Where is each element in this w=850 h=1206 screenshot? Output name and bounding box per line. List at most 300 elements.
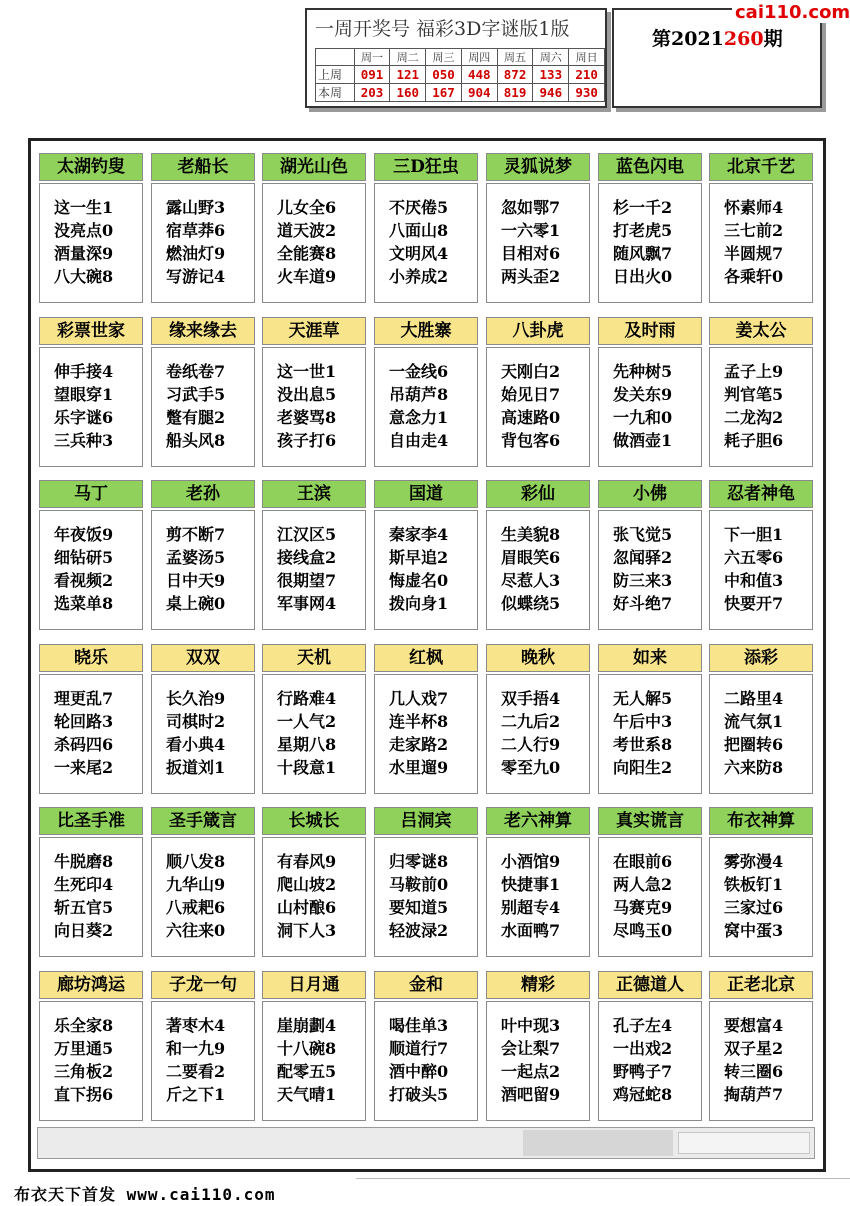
- riddle-line: 忽如鄂7: [501, 198, 561, 217]
- riddle-line: 打破头5: [389, 1085, 449, 1104]
- riddle-line: 雾弥漫4: [724, 852, 784, 871]
- riddle-line: 生死印4: [54, 875, 114, 894]
- riddle-lines: [598, 1001, 702, 1121]
- riddle-author-name: 老船长: [151, 153, 255, 181]
- riddle-lines: [374, 183, 478, 303]
- riddle-line: 高速路0: [501, 408, 561, 427]
- riddle-line: 著枣木4: [166, 1016, 226, 1035]
- riddle-lines: [39, 510, 143, 630]
- riddle-lines: [151, 347, 255, 467]
- riddle-card: [151, 971, 255, 1123]
- riddle-card: [709, 317, 813, 469]
- riddle-line: 两头歪2: [501, 267, 561, 286]
- riddle-line: 发关东9: [613, 385, 673, 404]
- riddle-line: 行路难4: [277, 689, 337, 708]
- riddle-line: 儿女全6: [277, 198, 337, 217]
- riddle-author-name: 双双: [151, 644, 255, 672]
- riddle-lines: [486, 183, 590, 303]
- riddle-line: 洞下人3: [277, 921, 337, 940]
- riddle-line: 要知道5: [389, 898, 449, 917]
- riddle-line: 孟子上9: [724, 362, 784, 381]
- riddle-line: 张飞觉5: [613, 525, 673, 544]
- period-panel: [612, 8, 822, 108]
- riddle-card: [486, 807, 590, 959]
- riddle-card: [374, 317, 478, 469]
- riddle-line: 卷纸卷7: [166, 362, 226, 381]
- draw-number: 121: [390, 66, 426, 84]
- draw-number: 930: [569, 84, 605, 102]
- riddle-line: 要想富4: [724, 1016, 784, 1035]
- riddle-line: 文明风4: [389, 244, 449, 263]
- riddle-board: [28, 138, 826, 1172]
- riddle-line: 一六零1: [501, 221, 561, 240]
- riddle-lines: [374, 837, 478, 957]
- riddle-line: 和一九9: [166, 1039, 226, 1058]
- riddle-line: 铁板钉1: [724, 875, 784, 894]
- riddle-line: 快要开7: [724, 594, 784, 613]
- riddle-line: 一起点2: [501, 1062, 561, 1081]
- riddle-line: 船头风8: [166, 431, 226, 450]
- riddle-author-name: 忍者神龟: [709, 480, 813, 508]
- bottom-bar: [37, 1127, 815, 1159]
- riddle-card: [262, 807, 366, 959]
- riddle-lines: [151, 183, 255, 303]
- riddle-line: 八面山8: [389, 221, 449, 240]
- riddle-line: 怀素师4: [724, 198, 784, 217]
- riddle-author-name: 彩票世家: [39, 317, 143, 345]
- riddle-lines: [486, 674, 590, 794]
- riddle-line: 二九后2: [501, 712, 561, 731]
- riddle-line: 尽惹人3: [501, 571, 561, 590]
- riddle-line: 二要看2: [166, 1062, 226, 1081]
- riddle-line: 中和值3: [724, 571, 784, 590]
- draw-number: 872: [497, 66, 533, 84]
- riddle-lines: [374, 510, 478, 630]
- riddle-line: 万里通5: [54, 1039, 114, 1058]
- riddle-line: 孩子打6: [277, 431, 337, 450]
- riddle-author-name: 八卦虎: [486, 317, 590, 345]
- riddle-lines: [151, 674, 255, 794]
- riddle-line: 秦家李4: [389, 525, 449, 544]
- riddle-line: 马鞍前0: [389, 875, 449, 894]
- riddle-line: 配零五5: [277, 1062, 337, 1081]
- riddle-lines: [598, 183, 702, 303]
- riddle-author-name: 晚秋: [486, 644, 590, 672]
- riddle-lines: [262, 837, 366, 957]
- riddle-line: 星期八8: [277, 735, 337, 754]
- riddle-line: 半圆规7: [724, 244, 784, 263]
- riddle-line: 没亮点0: [54, 221, 114, 240]
- riddle-line: 选菜单8: [54, 594, 114, 613]
- riddle-line: 防三来3: [613, 571, 673, 590]
- riddle-line: 接线盒2: [277, 548, 337, 567]
- riddle-author-name: 国道: [374, 480, 478, 508]
- riddle-lines: [39, 183, 143, 303]
- riddle-line: 这一世1: [277, 362, 337, 381]
- riddle-author-name: 及时雨: [598, 317, 702, 345]
- weekly-draw-table: [315, 48, 605, 102]
- row-label: 本周: [316, 84, 355, 102]
- riddle-card: [598, 807, 702, 959]
- riddle-line: 二龙沟2: [724, 408, 784, 427]
- riddle-line: 向日葵2: [54, 921, 114, 940]
- riddle-card: [262, 644, 366, 796]
- riddle-line: 习武手5: [166, 385, 226, 404]
- riddle-line: 快捷事1: [501, 875, 561, 894]
- riddle-author-name: 天涯草: [262, 317, 366, 345]
- riddle-author-name: 日月通: [262, 971, 366, 999]
- riddle-lines: [709, 510, 813, 630]
- this-week-row: [316, 84, 605, 102]
- riddle-line: 看视频2: [54, 571, 114, 590]
- draw-number: 819: [497, 84, 533, 102]
- riddle-line: 零至九0: [501, 758, 561, 777]
- riddle-lines: [151, 837, 255, 957]
- riddle-card: [262, 317, 366, 469]
- riddle-line: 望眼穿1: [54, 385, 114, 404]
- riddle-line: 三家过6: [724, 898, 784, 917]
- riddle-lines: [151, 1001, 255, 1121]
- riddle-lines: [262, 347, 366, 467]
- riddle-line: 道天波2: [277, 221, 337, 240]
- period-title: [652, 24, 783, 51]
- riddle-card: [39, 644, 143, 796]
- riddle-line: 日中天9: [166, 571, 226, 590]
- draw-number: 448: [461, 66, 497, 84]
- riddle-author-name: 大胜寨: [374, 317, 478, 345]
- riddle-line: 六五零6: [724, 548, 784, 567]
- riddle-card: [374, 480, 478, 632]
- riddle-line: 掏葫芦7: [724, 1085, 784, 1104]
- riddle-lines: [709, 837, 813, 957]
- riddle-line: 乐全家8: [54, 1016, 114, 1035]
- riddle-author-name: 子龙一句: [151, 971, 255, 999]
- riddle-line: 连半杯8: [389, 712, 449, 731]
- riddle-line: 无人解5: [613, 689, 673, 708]
- riddle-line: 二人行9: [501, 735, 561, 754]
- draw-number: 160: [390, 84, 426, 102]
- site-watermark[interactable]: cai110.com: [732, 2, 850, 23]
- riddle-line: 下一胆1: [724, 525, 784, 544]
- riddle-line: 扳道刘1: [166, 758, 226, 777]
- riddle-line: 叶中现3: [501, 1016, 561, 1035]
- riddle-line: 老婆骂8: [277, 408, 337, 427]
- riddle-author-name: 老六神算: [486, 807, 590, 835]
- riddle-lines: [709, 1001, 813, 1121]
- footer-credit: 布衣天下首发 www.cai110.com: [14, 1185, 276, 1204]
- riddle-line: 山村酿6: [277, 898, 337, 917]
- riddle-line: 一来尾2: [54, 758, 114, 777]
- draw-number: 203: [354, 84, 390, 102]
- riddle-author-name: 三D狂虫: [374, 153, 478, 181]
- riddle-line: 走家路2: [389, 735, 449, 754]
- riddle-line: 杉一千2: [613, 198, 673, 217]
- riddle-card: [486, 480, 590, 632]
- riddle-line: 长久治9: [166, 689, 226, 708]
- riddle-author-name: 廊坊鸿运: [39, 971, 143, 999]
- riddle-author-name: 如来: [598, 644, 702, 672]
- riddle-line: 别超专4: [501, 898, 561, 917]
- riddle-lines: [262, 1001, 366, 1121]
- riddle-lines: [709, 347, 813, 467]
- riddle-line: 没出息5: [277, 385, 337, 404]
- draw-number: 946: [533, 84, 569, 102]
- riddle-line: 六往来0: [166, 921, 226, 940]
- riddle-line: 悔虚名0: [389, 571, 449, 590]
- riddle-author-name: 王滨: [262, 480, 366, 508]
- day-header: 周三: [426, 49, 462, 66]
- riddle-line: 喝佳单3: [389, 1016, 449, 1035]
- riddle-author-name: 姜太公: [709, 317, 813, 345]
- riddle-card: [39, 971, 143, 1123]
- riddle-line: 三七前2: [724, 221, 784, 240]
- riddle-line: 转三圈6: [724, 1062, 784, 1081]
- period-prefix: 第2021: [652, 28, 724, 50]
- riddle-line: 燃油灯9: [166, 244, 226, 263]
- riddle-line: 小养成2: [389, 267, 449, 286]
- riddle-author-name: 小佛: [598, 480, 702, 508]
- riddle-line: 九华山9: [166, 875, 226, 894]
- riddle-line: 几人戏7: [389, 689, 449, 708]
- riddle-line: 酒量深9: [54, 244, 114, 263]
- draw-number: 210: [569, 66, 605, 84]
- riddle-line: 伸手接4: [54, 362, 114, 381]
- riddle-line: 鸡冠蛇8: [613, 1085, 673, 1104]
- riddle-line: 双手捂4: [501, 689, 561, 708]
- riddle-author-name: 北京千艺: [709, 153, 813, 181]
- riddle-line: 水里遛9: [389, 758, 449, 777]
- riddle-lines: [262, 510, 366, 630]
- draw-number: 904: [461, 84, 497, 102]
- riddle-card: [598, 971, 702, 1123]
- riddle-line: 军事网4: [277, 594, 337, 613]
- riddle-line: 生美貌8: [501, 525, 561, 544]
- day-header: 周一: [354, 49, 390, 66]
- riddle-card: [598, 644, 702, 796]
- riddle-line: 一人气2: [277, 712, 337, 731]
- riddle-card: [151, 480, 255, 632]
- riddle-line: 两人急2: [613, 875, 673, 894]
- riddle-line: 顺道行7: [389, 1039, 449, 1058]
- riddle-line: 天刚白2: [501, 362, 561, 381]
- riddle-card: [598, 480, 702, 632]
- riddle-lines: [486, 837, 590, 957]
- riddle-card: [39, 807, 143, 959]
- riddle-author-name: 正德道人: [598, 971, 702, 999]
- riddle-card: [39, 317, 143, 469]
- riddle-line: 轻波渌2: [389, 921, 449, 940]
- riddle-card: [374, 807, 478, 959]
- weekly-draw-panel: [305, 8, 607, 108]
- riddle-line: 细钻研5: [54, 548, 114, 567]
- riddle-line: 三兵种3: [54, 431, 114, 450]
- riddle-author-name: 正老北京: [709, 971, 813, 999]
- riddle-card: [709, 480, 813, 632]
- riddle-line: 各乘轩0: [724, 267, 784, 286]
- riddle-line: 小酒馆9: [501, 852, 561, 871]
- riddle-line: 判官笔5: [724, 385, 784, 404]
- riddle-author-name: 吕洞宾: [374, 807, 478, 835]
- riddle-line: 十段意1: [277, 758, 337, 777]
- riddle-line: 日出火0: [613, 267, 673, 286]
- riddle-line: 一九和0: [613, 408, 673, 427]
- riddle-line: 随风飘7: [613, 244, 673, 263]
- riddle-line: 蹩有腿2: [166, 408, 226, 427]
- riddle-card: [39, 153, 143, 305]
- riddle-line: 杀码四6: [54, 735, 114, 754]
- riddle-author-name: 缘来缘去: [151, 317, 255, 345]
- riddle-line: 不厌倦5: [389, 198, 449, 217]
- riddle-line: 八戒耙6: [166, 898, 226, 917]
- riddle-card: [39, 480, 143, 632]
- riddle-line: 斯早追2: [389, 548, 449, 567]
- riddle-line: 牛脱磨8: [54, 852, 114, 871]
- riddle-line: 六来防8: [724, 758, 784, 777]
- riddle-card: [486, 317, 590, 469]
- riddle-line: 有春风9: [277, 852, 337, 871]
- riddle-lines: [262, 674, 366, 794]
- riddle-lines: [151, 510, 255, 630]
- bottom-bar-segment: [678, 1132, 810, 1154]
- riddle-line: 归零谜8: [389, 852, 449, 871]
- riddle-line: 目相对6: [501, 244, 561, 263]
- corner-cell: [316, 49, 355, 66]
- riddle-card: [262, 480, 366, 632]
- riddle-line: 司棋时2: [166, 712, 226, 731]
- riddle-lines: [39, 1001, 143, 1121]
- riddle-line: 很期望7: [277, 571, 337, 590]
- riddle-line: 把圈转6: [724, 735, 784, 754]
- riddle-line: 桌上碗0: [166, 594, 226, 613]
- riddle-line: 宿草莽6: [166, 221, 226, 240]
- riddle-author-name: 添彩: [709, 644, 813, 672]
- riddle-line: 孟婆汤5: [166, 548, 226, 567]
- riddle-author-name: 长城长: [262, 807, 366, 835]
- riddle-line: 一金线6: [389, 362, 449, 381]
- riddle-author-name: 老孙: [151, 480, 255, 508]
- riddle-line: 先种树5: [613, 362, 673, 381]
- riddle-line: 眉眼笑6: [501, 548, 561, 567]
- riddle-line: 二路里4: [724, 689, 784, 708]
- riddle-lines: [709, 183, 813, 303]
- riddle-card: [262, 153, 366, 305]
- riddle-lines: [709, 674, 813, 794]
- riddle-lines: [374, 674, 478, 794]
- riddle-line: 吊葫芦8: [389, 385, 449, 404]
- riddle-line: 火车道9: [277, 267, 337, 286]
- riddle-line: 双子星2: [724, 1039, 784, 1058]
- draw-number: 091: [354, 66, 390, 84]
- riddle-line: 野鸭子7: [613, 1062, 673, 1081]
- riddle-card: [151, 317, 255, 469]
- draw-number: 050: [426, 66, 462, 84]
- riddle-author-name: 金和: [374, 971, 478, 999]
- footer-divider: [356, 1178, 850, 1179]
- riddle-author-name: 马丁: [39, 480, 143, 508]
- riddle-line: 直下拐6: [54, 1085, 114, 1104]
- riddle-card: [151, 644, 255, 796]
- riddle-line: 剪不断7: [166, 525, 226, 544]
- riddle-author-name: 天机: [262, 644, 366, 672]
- riddle-line: 自由走4: [389, 431, 449, 450]
- riddle-line: 好斗绝7: [613, 594, 673, 613]
- riddle-line: 似蝶绕5: [501, 594, 561, 613]
- riddle-line: 写游记4: [166, 267, 226, 286]
- riddle-line: 马赛克9: [613, 898, 673, 917]
- draw-table-header-row: [316, 49, 605, 66]
- riddle-card: [598, 153, 702, 305]
- riddle-card: [486, 153, 590, 305]
- riddle-lines: [598, 837, 702, 957]
- riddle-line: 耗子胆6: [724, 431, 784, 450]
- riddle-lines: [486, 1001, 590, 1121]
- draw-number: 167: [426, 84, 462, 102]
- riddle-line: 江汉区5: [277, 525, 337, 544]
- riddle-card: [486, 971, 590, 1123]
- period-suffix: 期: [763, 28, 783, 50]
- riddle-author-name: 真实谎言: [598, 807, 702, 835]
- riddle-card: [151, 153, 255, 305]
- riddle-line: 做酒壶1: [613, 431, 673, 450]
- day-header: 周二: [390, 49, 426, 66]
- riddle-line: 轮回路3: [54, 712, 114, 731]
- riddle-line: 流气氛1: [724, 712, 784, 731]
- riddle-line: 酒吧留9: [501, 1085, 561, 1104]
- riddle-line: 打老虎5: [613, 221, 673, 240]
- riddle-line: 向阳生2: [613, 758, 673, 777]
- riddle-line: 理更乱7: [54, 689, 114, 708]
- riddle-author-name: 太湖钓叟: [39, 153, 143, 181]
- riddle-line: 尽鸣玉0: [613, 921, 673, 940]
- riddle-line: 乐字谜6: [54, 408, 114, 427]
- riddle-lines: [262, 183, 366, 303]
- riddle-author-name: 湖光山色: [262, 153, 366, 181]
- riddle-line: 崖崩劃4: [277, 1016, 337, 1035]
- riddle-line: 考世系8: [613, 735, 673, 754]
- riddle-line: 窝中蛋3: [724, 921, 784, 940]
- riddle-line: 午后中3: [613, 712, 673, 731]
- riddle-line: 年夜饭9: [54, 525, 114, 544]
- riddle-lines: [39, 837, 143, 957]
- riddle-author-name: 灵狐说梦: [486, 153, 590, 181]
- day-header: 周六: [533, 49, 569, 66]
- day-header: 周四: [461, 49, 497, 66]
- riddle-lines: [374, 1001, 478, 1121]
- riddle-line: 露山野3: [166, 198, 226, 217]
- riddle-card: [486, 644, 590, 796]
- riddle-line: 三角板2: [54, 1062, 114, 1081]
- riddle-card: [374, 971, 478, 1123]
- riddle-card: [709, 971, 813, 1123]
- riddle-lines: [486, 510, 590, 630]
- riddle-line: 全能赛8: [277, 244, 337, 263]
- riddle-author-name: 比圣手准: [39, 807, 143, 835]
- riddle-line: 一出戏2: [613, 1039, 673, 1058]
- riddle-line: 斩五官5: [54, 898, 114, 917]
- bottom-bar-segment: [523, 1130, 673, 1156]
- riddle-line: 爬山坡2: [277, 875, 337, 894]
- draw-number: 133: [533, 66, 569, 84]
- riddle-card: [709, 644, 813, 796]
- riddle-line: 八大碗8: [54, 267, 114, 286]
- riddle-card: [709, 153, 813, 305]
- riddle-card: [598, 317, 702, 469]
- riddle-author-name: 晓乐: [39, 644, 143, 672]
- riddle-line: 天气晴1: [277, 1085, 337, 1104]
- riddle-line: 十八碗8: [277, 1039, 337, 1058]
- day-header: 周日: [569, 49, 605, 66]
- period-number: 260: [723, 28, 764, 50]
